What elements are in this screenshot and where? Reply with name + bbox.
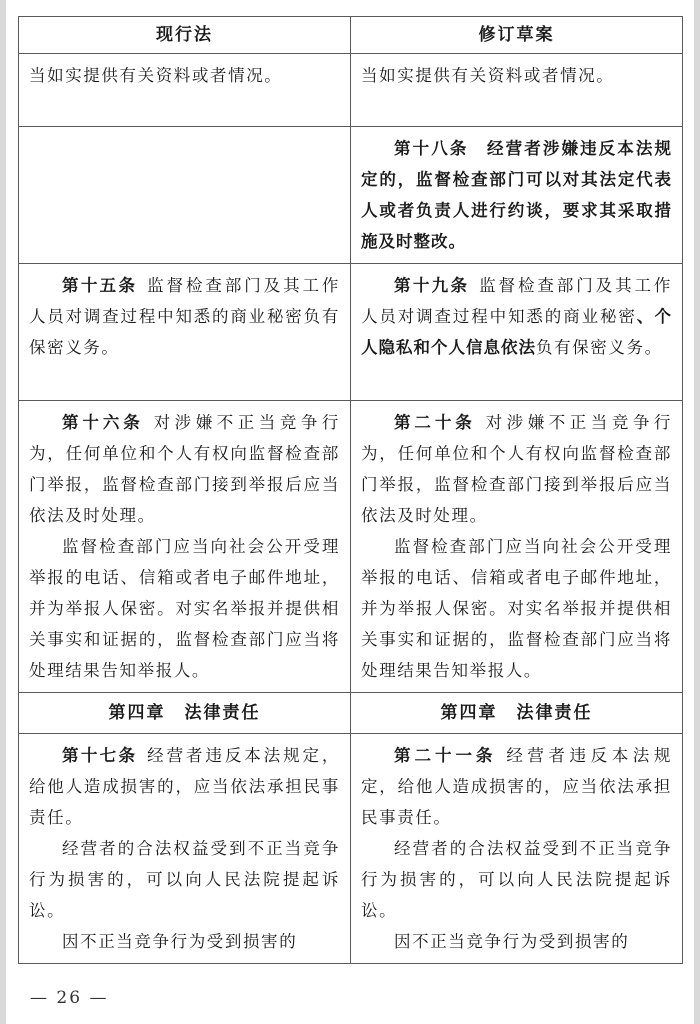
article-body: 监督检查部门及其工作人员对调查过程中知悉的商业秘密负有保密义务。	[29, 276, 341, 357]
article-number: 第二十一条	[394, 746, 497, 765]
empty-cell	[19, 127, 351, 264]
article-paragraph: 因不正当竞争行为受到损害的	[62, 932, 298, 951]
article-number: 第十七条	[62, 746, 138, 765]
article-17-current	[29, 740, 340, 833]
article-15-current	[29, 270, 340, 363]
article-paragraph: 监督检查部门应当向社会公开受理举报的电话、信箱或者电子邮件地址，并为举报人保密。对实名举报并提供相关事实和证据的，监督检查部门应当将处理结果告知举报人。	[29, 537, 340, 680]
header-revised-draft: 修订草案	[351, 17, 683, 54]
current-text: 当如实提供有关资料或者情况。	[29, 66, 283, 85]
article-paragraph: 因不正当竞争行为受到损害的	[394, 932, 630, 951]
article-number: 第十九条	[394, 276, 470, 295]
article-body: 对涉嫌不正当竞争行为，任何单位和个人有权向监督检查部门举报，监督检查部门接到举报后应当依法及时处理。	[29, 413, 340, 525]
article-body: 监督检查部门及其工作人员对调查过程中知悉的商业秘密	[361, 276, 673, 326]
article-number: 第十五条	[62, 276, 138, 295]
article-body: 经营者违反本法规定，给他人造成损害的，应当依法承担民事责任。	[29, 746, 341, 827]
article-paragraph: 经营者的合法权益受到不正当竞争行为损害的，可以向人民法院提起诉讼。	[29, 839, 340, 920]
article-number: 第十六条	[62, 413, 144, 432]
article-body: 对涉嫌不正当竞争行为，任何单位和个人有权向监督检查部门举报，监督检查部门接到举报后应当依法及时处理。	[361, 413, 672, 525]
article-paragraph: 监督检查部门应当向社会公开受理举报的电话、信箱或者电子邮件地址，并为举报人保密。对实名举报并提供相关事实和证据的，监督检查部门应当将处理结果告知举报人。	[361, 537, 672, 680]
header-row	[19, 17, 683, 54]
article-21-revised	[361, 740, 672, 833]
header-current-law: 现行法	[19, 17, 351, 54]
article-19-revised	[361, 270, 672, 363]
table-row	[19, 264, 683, 401]
article-16-current	[29, 407, 340, 531]
table-row	[19, 401, 683, 693]
chapter-title-revised: 第四章 法律责任	[351, 693, 683, 734]
article-18-new: 第十八条 经营者涉嫌违反本法规定的，监督检查部门可以对其法定代表人或者负责人进行约谈，要求其采取措施及时整改。	[361, 139, 672, 251]
table-row	[19, 127, 683, 264]
revised-text: 当如实提供有关资料或者情况。	[361, 66, 615, 85]
added-text: 、个人隐私和个人信息依法	[361, 307, 672, 357]
page-number: — 26 —	[30, 988, 109, 1008]
chapter-title-current: 第四章 法律责任	[19, 693, 351, 734]
table-row	[19, 734, 683, 964]
article-body: 经营者违反本法规定，给他人造成损害的，应当依法承担民事责任。	[361, 746, 672, 827]
article-number: 第二十条	[394, 413, 476, 432]
comparison-table	[18, 16, 683, 964]
article-body-end: 负有保密义务。	[536, 338, 663, 357]
article-paragraph: 经营者的合法权益受到不正当竞争行为损害的，可以向人民法院提起诉讼。	[361, 839, 672, 920]
article-20-revised	[361, 407, 672, 531]
chapter-row	[19, 693, 683, 734]
table-row	[19, 54, 683, 127]
